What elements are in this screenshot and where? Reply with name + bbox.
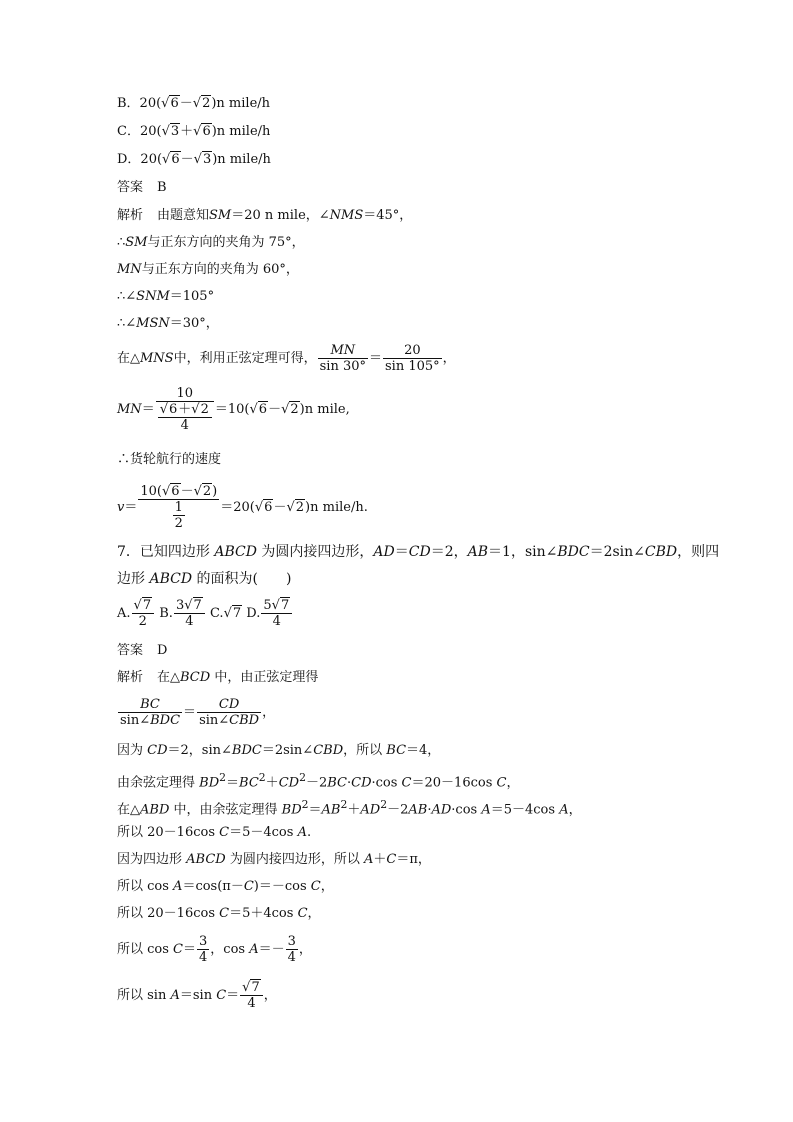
q7-analysis-line-3: 因为 CD＝2，sin∠BDC＝2sin∠CBD，所以 BC＝4， (117, 743, 441, 758)
q6-analysis-line-2: ∴SM与正东方向的夹角为 75°， (117, 235, 305, 250)
q7-analysis-line-7: 因为四边形 ABCD 为圆内接四边形，所以 A＋C＝π， (117, 852, 431, 867)
q7-analysis-line-1: 解析 在△BCD 中，由正弦定理得 (117, 670, 319, 685)
fraction: $\frac{3√7}{4}$ (174, 598, 205, 629)
fraction: $\frac{1}{2}$ (174, 500, 183, 531)
q7-analysis-line-8: 所以 cos A＝cos(π－C)＝－cos C， (117, 879, 334, 894)
fraction: $\frac{√7}{2}$ (132, 598, 155, 629)
fraction: $\frac{√6+√2}{4}$ (158, 402, 212, 433)
q6-answer: 答案 B (117, 180, 167, 195)
fraction: CD sin∠CBD (199, 697, 260, 728)
q7-analysis-line-4: 由余弦定理得 $BD^2=BC^2+CD^2-2BC\cdot CD\cdot\cos$ C＝20－16cos C， (117, 771, 520, 791)
q6-analysis-line-4: ∴∠SNM＝105° (117, 289, 215, 304)
q7-analysis-line-10: 所以 cos C＝ $\frac{3}{4}$ ，cos A＝－ $\frac{3}{4}$ ， (117, 934, 312, 965)
fraction: $\frac{20}{\sin 105^\circ}$ (385, 343, 440, 374)
fraction: $\frac{√7}{4}$ (240, 980, 263, 1011)
q7-analysis-line-6: 所以 20－16cos C＝5－4cos A. (117, 825, 312, 840)
q6-option-b: B．20(√6－√2)n mile/h (117, 96, 271, 111)
q6-option-d: D．20(√6－√3)n mile/h (117, 152, 271, 167)
q7-analysis-line-9: 所以 20－16cos C＝5＋4cos C， (117, 906, 321, 921)
fraction: $\frac{5√7}{4}$ (261, 598, 292, 629)
q7-options: A. $\frac{√7}{2}$ B. $\frac{3√7}{4}$ C.√7 D. $\frac{5√7}{4}$ (117, 598, 293, 629)
compound-fraction: $\frac{10(√6-√2)}{\frac{1}{2}}$ (140, 484, 218, 531)
q7-analysis-line-5: 在△ABD 中，由余弦定理得 $BD^2=AB^2+AD^2-2AB\cdot AD\cdot\cos$ A＝5－4cos A， (117, 798, 582, 818)
q7-analysis-line-2: BC sin∠BDC ＝ CD sin∠CBD ， (120, 697, 276, 728)
q6-analysis-line-6: 在△MNS中，利用正弦定理可得， $\frac{MN}{\sin 30^\circ}$ ＝ $\frac{20}{\sin 105^\circ}$ ， (117, 343, 456, 374)
q7-analysis-line-11: 所以 sin A＝sin C＝ $\frac{√7}{4}$ ， (117, 980, 277, 1011)
q7-answer: 答案 D (117, 643, 168, 658)
q6-analysis-line-1: 解析 由题意知SM＝20 n mile，∠NMS＝45°， (117, 208, 413, 223)
compound-fraction: $\frac{10}{\frac{√6+√2}{4}}$ (156, 386, 214, 433)
fraction: $\frac{MN}{\sin 30^\circ}$ (319, 343, 366, 374)
q7-stem-line-2: 边形 ABCD 的面积为( ) (117, 571, 292, 587)
fraction: $\frac{3}{4}$ (287, 934, 296, 965)
fraction: BC sin∠BDC (120, 697, 181, 728)
q6-analysis-line-5: ∴∠MSN＝30°， (117, 316, 219, 331)
q6-analysis-line-7: MN＝ $\frac{10}{\frac{√6+√2}{4}}$ ＝10(√6－√2)n mile, (117, 386, 350, 433)
fraction: $\frac{3}{4}$ (199, 934, 208, 965)
q6-option-c: C．20(√3＋√6)n mile/h (117, 124, 271, 139)
q6-analysis-line-3: MN与正东方向的夹角为 60°， (117, 262, 299, 277)
q6-analysis-line-8: ∴货轮航行的速度 (117, 452, 222, 467)
q7-stem-line-1: 7．已知四边形 ABCD 为圆内接四边形，AD＝CD＝2，AB＝1，sin∠BDC＝2sin∠CBD，则四 (117, 544, 720, 560)
q6-analysis-line-9: v＝ $\frac{10(√6-√2)}{\frac{1}{2}}$ ＝20(√6－√2)n mile/h. (117, 484, 368, 531)
